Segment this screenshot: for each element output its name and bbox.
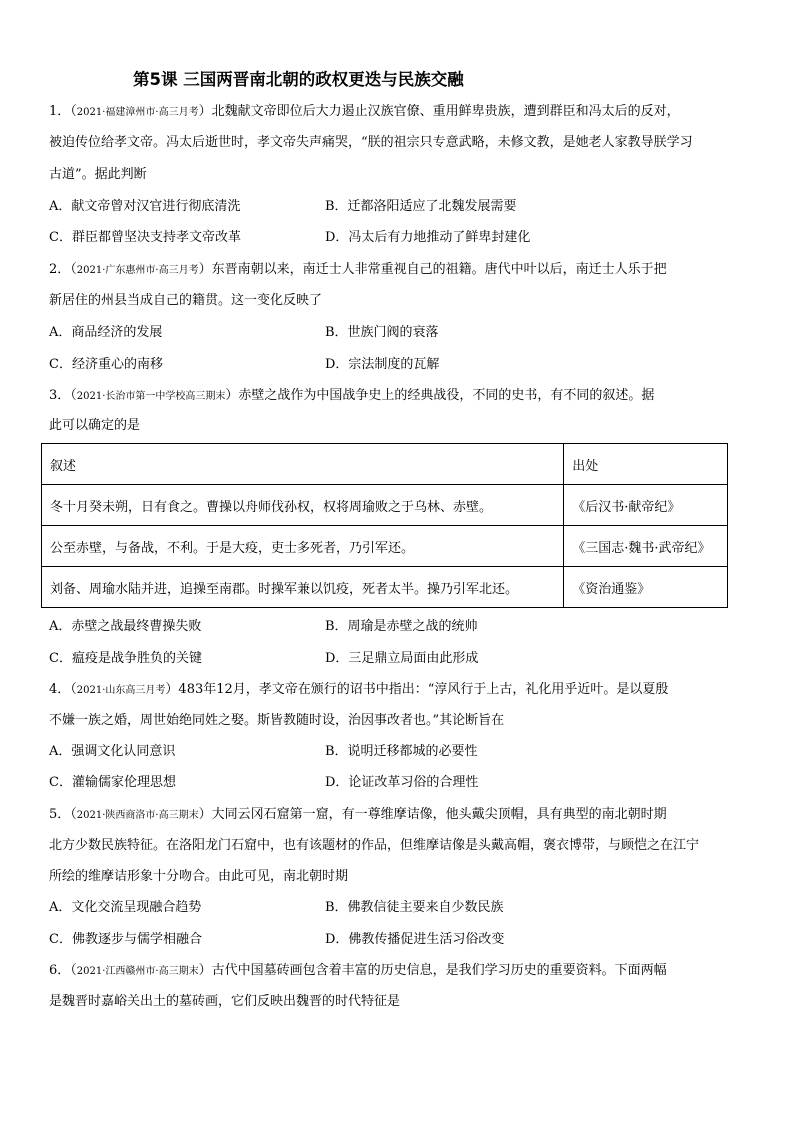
question-4-option-a[interactable]: A．强调文化认同意识 (49, 744, 176, 759)
table-header-row (42, 444, 728, 485)
question-1-source: 2021·福建漳州市·高三月考 (76, 107, 199, 118)
question-5-option-a[interactable]: A．文化交流呈现融合趋势 (49, 900, 202, 915)
question-5-line-3: 所绘的维摩诘形象十分吻合。由此可见，南北朝时期 (49, 869, 349, 884)
question-2-option-b[interactable]: B．世族门阀的衰落 (325, 325, 439, 340)
table-cell-source: 《后汉书·献帝纪》 (564, 485, 728, 526)
table-row (42, 485, 728, 526)
question-4-line-2: 不嫌一族之婚，周世始绝同姓之娶。斯皆教随时设，治因事改者也。”其论断旨在 (49, 713, 505, 728)
question-6-line-1 (49, 962, 667, 981)
table-cell-narrative: 公至赤壁，与备战，不利。于是大疫，吏士多死者，乃引军还。 (42, 526, 564, 567)
table-cell-narrative: 冬十月癸未朔，日有食之。曹操以舟师伐孙权，权将周瑜败之于乌林、赤壁。 (42, 485, 564, 526)
question-2-stem-start: ）东晋南朝以来，南迁士人非常重视自己的祖籍。唐代中叶以后，南迁士人乐于把 (198, 262, 667, 277)
question-6-line-2: 是魏晋时嘉峪关出土的墓砖画，它们反映出魏晋的时代特征是 (49, 994, 401, 1009)
question-2-line-1 (49, 261, 667, 280)
question-3-line-1 (49, 387, 654, 406)
question-4-source: 2021·山东高三月考 (76, 685, 166, 696)
question-5-option-b[interactable]: B．佛教信徒主要来自少数民族 (325, 900, 504, 915)
question-1-stem-start: ）北魏献文帝即位后大力遏止汉族官僚、重用鲜卑贵族，遭到群臣和冯太后的反对， (198, 104, 680, 119)
question-5-option-c[interactable]: C．佛教逐步与儒学相融合 (49, 932, 202, 947)
question-3-option-a[interactable]: A．赤壁之战最终曹操失败 (49, 619, 202, 634)
question-1-option-d[interactable]: D．冯太后有力地推动了鲜卑封建化 (325, 230, 531, 245)
question-3-source: 2021·长治市第一中学校高三期末 (76, 391, 226, 402)
question-5-line-2: 北方少数民族特征。在洛阳龙门石窟中，也有该题材的作品，但维摩诘像是头戴高帽，褒衣博带，与顾恺之在江宁 (49, 838, 700, 853)
sources-table (41, 443, 728, 608)
question-2-line-2: 新居住的州县当成自己的籍贯。这一变化反映了 (49, 293, 323, 308)
question-5-stem-start: ）大同云冈石窟第一窟，有一尊维摩诘像，他头戴尖顶帽，具有典型的南北朝时期 (198, 807, 667, 822)
question-3-line-2: 此可以确定的是 (49, 418, 141, 433)
question-4-stem-start: ）483年12月，孝文帝在颁行的诏书中指出：“淳风行于上古，礼化用乎近叶。是以夏殷 (165, 682, 669, 697)
question-1-line-3: 古道”。据此判断 (49, 167, 147, 182)
question-1-option-c[interactable]: C．群臣都曾坚决支持孝文帝改革 (49, 230, 241, 245)
question-2-source: 2021·广东惠州市·高三月考 (76, 265, 199, 276)
question-3-option-d[interactable]: D．三足鼎立局面由此形成 (325, 651, 479, 666)
question-6-stem-start: ）古代中国墓砖画包含着丰富的历史信息，是我们学习历史的重要资料。下面两幅 (198, 963, 667, 978)
question-3-stem-start: ）赤壁之战作为中国战争史上的经典战役，不同的史书，有不同的叙述。据 (225, 388, 655, 403)
table-cell-source: 《资治通鉴》 (564, 567, 728, 608)
question-3-option-c[interactable]: C．瘟疫是战争胜负的关键 (49, 651, 202, 666)
question-2-number: 2．（ (49, 262, 77, 277)
question-3-number: 3．（ (49, 388, 77, 403)
question-4-number: 4．（ (49, 682, 77, 697)
question-4-option-d[interactable]: D．论证改革习俗的合理性 (325, 775, 479, 790)
table-header-narrative: 叙述 (42, 444, 564, 485)
table-row (42, 526, 728, 567)
question-5-option-d[interactable]: D．佛教传播促进生活习俗改变 (325, 932, 505, 947)
question-4-option-b[interactable]: B．说明迁移都城的必要性 (325, 744, 478, 759)
question-6-number: 6．（ (49, 963, 77, 978)
question-4-option-c[interactable]: C．灌输儒家伦理思想 (49, 775, 176, 790)
table-header-source: 出处 (564, 444, 728, 485)
question-6-source: 2021·江西赣州市·高三期末 (76, 966, 199, 977)
question-2-option-d[interactable]: D．宗法制度的瓦解 (325, 357, 440, 372)
page-title: 第5课 三国两晋南北朝的政权更迭与民族交融 (133, 70, 464, 89)
table-cell-source: 《三国志·魏书·武帝纪》 (564, 526, 728, 567)
question-3-option-b[interactable]: B．周瑜是赤壁之战的统帅 (325, 619, 478, 634)
question-1-line-2: 被迫传位给孝文帝。冯太后逝世时，孝文帝失声痛哭，“朕的祖宗只专意武略，未修文教，是她老人家教导朕学习 (49, 135, 693, 150)
table-row (42, 567, 728, 608)
question-4-line-1 (49, 681, 668, 700)
question-5-line-1 (49, 806, 667, 825)
question-2-option-a[interactable]: A．商品经济的发展 (49, 325, 163, 340)
question-2-option-c[interactable]: C．经济重心的南移 (49, 357, 163, 372)
question-1-line-1 (49, 103, 680, 122)
question-1-option-b[interactable]: B．迁都洛阳适应了北魏发展需要 (325, 199, 517, 214)
question-1-option-a[interactable]: A．献文帝曾对汉官进行彻底清洗 (49, 199, 241, 214)
question-5-number: 5．（ (49, 807, 77, 822)
question-1-number: 1．（ (49, 104, 77, 119)
question-5-source: 2021·陕西商洛市·高三期末 (76, 810, 199, 821)
table-cell-narrative: 刘备、周瑜水陆并进，追操至南郡。时操军兼以饥疫，死者太半。操乃引军北还。 (42, 567, 564, 608)
